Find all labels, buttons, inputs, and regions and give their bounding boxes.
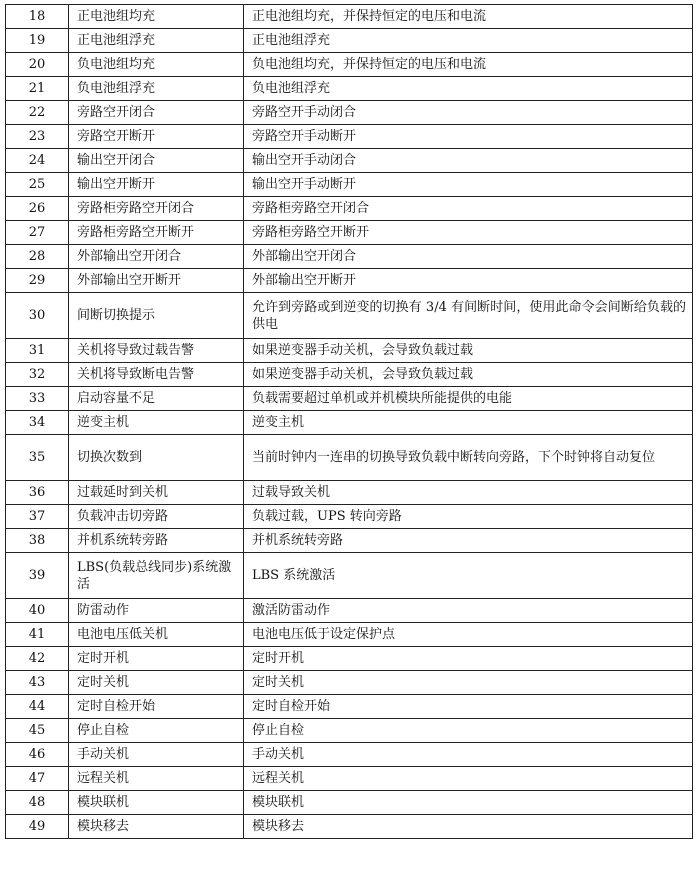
row-number: 44 [6,695,69,719]
event-description-cell [244,173,693,197]
event-name: 模块联机 [69,791,244,815]
event-description-cell [244,53,693,77]
row-number: 30 [6,293,69,339]
row-number: 45 [6,719,69,743]
event-name: 关机将导致断电告警 [69,363,244,387]
row-number: 48 [6,791,69,815]
row-number: 32 [6,363,69,387]
event-description: 定时自检开始 [252,699,331,714]
table-row [6,339,693,363]
event-name: 正电池组均充 [69,5,244,29]
event-name: 并机系统转旁路 [69,529,244,553]
row-number: 37 [6,505,69,529]
table-row [6,269,693,293]
row-number: 18 [6,5,69,29]
table-row [6,197,693,221]
row-number: 29 [6,269,69,293]
table-row [6,411,693,435]
event-description-cell [244,791,693,815]
event-description-cell [244,149,693,173]
event-description: 定时关机 [252,675,305,690]
event-name: 输出空开断开 [69,173,244,197]
event-description-cell [244,505,693,529]
table-row [6,505,693,529]
event-name: 切换次数到 [69,435,244,481]
row-number: 26 [6,197,69,221]
event-description-cell [244,29,693,53]
table-row [6,29,693,53]
event-description-cell [244,221,693,245]
event-description: 模块联机 [252,795,305,810]
event-description: 负电池组浮充 [252,81,331,96]
event-name: 旁路空开断开 [69,125,244,149]
table-row [6,245,693,269]
event-name: 防雷动作 [69,599,244,623]
row-number: 33 [6,387,69,411]
row-number: 19 [6,29,69,53]
table-row [6,387,693,411]
event-description: 并机系统转旁路 [252,533,344,548]
event-description: 允许到旁路或到逆变的切换有 3/4 有间断时间，使用此命令会间断给负载的供电 [252,299,686,332]
event-name: 旁路柜旁路空开断开 [69,221,244,245]
table-row [6,363,693,387]
row-number: 22 [6,101,69,125]
table-row [6,77,693,101]
event-description-cell [244,553,693,599]
table-row [6,101,693,125]
event-name: 逆变主机 [69,411,244,435]
event-name: 过载延时到关机 [69,481,244,505]
event-description: 负电池组均充，并保持恒定的电压和电流 [252,57,487,72]
event-description-cell [244,269,693,293]
event-name: 外部输出空开闭合 [69,245,244,269]
row-number: 43 [6,671,69,695]
table-row [6,767,693,791]
event-description-cell [244,339,693,363]
event-description: 输出空开手动闭合 [252,153,357,168]
event-description-cell [244,101,693,125]
event-description-cell [244,387,693,411]
event-name: 启动容量不足 [69,387,244,411]
event-name: 停止自检 [69,719,244,743]
row-number: 27 [6,221,69,245]
event-name: 旁路空开闭合 [69,101,244,125]
event-name: 定时自检开始 [69,695,244,719]
event-name: 旁路柜旁路空开闭合 [69,197,244,221]
row-number: 46 [6,743,69,767]
table-row [6,125,693,149]
row-number: 28 [6,245,69,269]
event-name: 外部输出空开断开 [69,269,244,293]
event-description: 负载需要超过单机或并机模块所能提供的电能 [252,391,513,406]
event-name: 远程关机 [69,767,244,791]
row-number: 36 [6,481,69,505]
event-table-body [6,5,693,839]
event-name: 间断切换提示 [69,293,244,339]
event-description: 旁路空开手动闭合 [252,105,357,120]
event-description: 正电池组均充，并保持恒定的电压和电流 [252,9,487,24]
table-row [6,173,693,197]
event-description-cell [244,363,693,387]
event-description-cell [244,695,693,719]
row-number: 40 [6,599,69,623]
event-description-cell [244,529,693,553]
table-row [6,149,693,173]
event-description: 停止自检 [252,723,305,738]
event-description: 模块移去 [252,819,305,834]
event-name: 模块移去 [69,815,244,839]
event-description: 如果逆变器手动关机，会导致负载过载 [252,367,474,382]
event-description: 定时开机 [252,651,305,666]
event-description: 电池电压低于设定保护点 [252,627,396,642]
table-row [6,53,693,77]
table-row [6,695,693,719]
row-number: 23 [6,125,69,149]
row-number: 24 [6,149,69,173]
event-description-cell [244,671,693,695]
event-description-cell [244,623,693,647]
row-number: 47 [6,767,69,791]
event-name: 负电池组浮充 [69,77,244,101]
table-row [6,647,693,671]
event-table [5,4,693,839]
event-name: 关机将导致过载告警 [69,339,244,363]
table-row [6,743,693,767]
event-description-cell [244,719,693,743]
event-description: 外部输出空开断开 [252,273,357,288]
table-row [6,5,693,29]
event-description-cell [244,435,693,481]
event-description: 旁路空开手动断开 [252,129,357,144]
row-number: 34 [6,411,69,435]
event-description-cell [244,5,693,29]
table-row [6,719,693,743]
event-name: 正电池组浮充 [69,29,244,53]
row-number: 20 [6,53,69,77]
event-description-cell [244,411,693,435]
table-row [6,599,693,623]
event-description-cell [244,125,693,149]
table-row [6,815,693,839]
event-description: 过载导致关机 [252,485,331,500]
event-name: 电池电压低关机 [69,623,244,647]
table-row [6,293,693,339]
event-description: 正电池组浮充 [252,33,331,48]
event-description: LBS 系统激活 [252,568,336,583]
event-description-cell [244,77,693,101]
event-description-cell [244,767,693,791]
event-name: 负载冲击切旁路 [69,505,244,529]
event-description: 负载过载，UPS 转向旁路 [252,509,402,524]
event-name: 输出空开闭合 [69,149,244,173]
event-description: 手动关机 [252,747,305,762]
event-description: 远程关机 [252,771,305,786]
table-row [6,481,693,505]
table-row [6,623,693,647]
event-description-cell [244,293,693,339]
row-number: 38 [6,529,69,553]
event-description-cell [244,481,693,505]
row-number: 31 [6,339,69,363]
table-row [6,435,693,481]
event-description: 如果逆变器手动关机，会导致负载过载 [252,343,474,358]
event-description-cell [244,743,693,767]
event-description-cell [244,647,693,671]
event-description: 外部输出空开闭合 [252,249,357,264]
row-number: 35 [6,435,69,481]
table-row [6,221,693,245]
row-number: 21 [6,77,69,101]
row-number: 49 [6,815,69,839]
event-name: 定时关机 [69,671,244,695]
event-description-cell [244,245,693,269]
row-number: 42 [6,647,69,671]
event-description-cell [244,815,693,839]
row-number: 41 [6,623,69,647]
event-description: 旁路柜旁路空开断开 [252,225,370,240]
event-description: 激活防雷动作 [252,603,331,618]
table-row [6,529,693,553]
event-name: LBS(负载总线同步)系统激活 [69,553,244,599]
row-number: 39 [6,553,69,599]
event-description: 旁路柜旁路空开闭合 [252,201,370,216]
table-row [6,671,693,695]
event-name: 负电池组均充 [69,53,244,77]
event-description-cell [244,599,693,623]
table-row [6,553,693,599]
table-row [6,791,693,815]
event-description: 输出空开手动断开 [252,177,357,192]
row-number: 25 [6,173,69,197]
event-description: 逆变主机 [252,415,305,430]
event-description: 当前时钟内一连串的切换导致负载中断转向旁路，下个时钟将自动复位 [252,450,656,465]
event-name: 定时开机 [69,647,244,671]
event-name: 手动关机 [69,743,244,767]
event-description-cell [244,197,693,221]
